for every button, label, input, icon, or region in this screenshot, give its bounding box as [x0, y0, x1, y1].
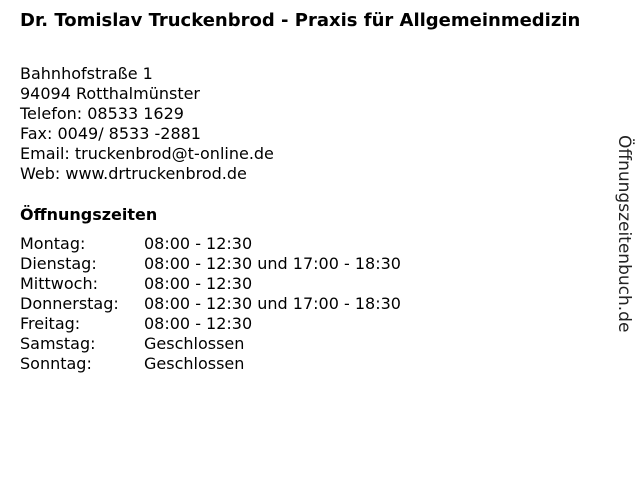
day-label: Samstag:	[20, 334, 96, 353]
time-value: Geschlossen	[144, 354, 245, 373]
practice-title: Dr. Tomislav Truckenbrod - Praxis für Allgemeinmedizin	[20, 10, 581, 31]
contact-block	[20, 64, 274, 184]
watermark-text: Öffnungszeitenbuch.de	[614, 135, 634, 333]
day-label: Freitag:	[20, 314, 81, 333]
hours-row-wednesday	[20, 274, 401, 294]
hours-row-tuesday	[20, 254, 401, 274]
opening-hours-table	[20, 234, 401, 374]
time-value: 08:00 - 12:30	[144, 234, 253, 253]
day-label: Sonntag:	[20, 354, 92, 373]
postal-city: 94094 Rotthalmünster	[20, 84, 201, 103]
email-address: Email: truckenbrod@t-online.de	[20, 144, 274, 163]
phone-number: Telefon: 08533 1629	[20, 104, 184, 123]
fax-number: Fax: 0049/ 8533 -2881	[20, 124, 201, 143]
opening-hours-heading: Öffnungszeiten	[20, 205, 158, 224]
day-label: Mittwoch:	[20, 274, 98, 293]
website: Web: www.drtruckenbrod.de	[20, 164, 247, 183]
hours-row-sunday	[20, 354, 401, 374]
day-label: Dienstag:	[20, 254, 97, 273]
day-label: Donnerstag:	[20, 294, 119, 313]
hours-row-friday	[20, 314, 401, 334]
time-value: 08:00 - 12:30	[144, 314, 253, 333]
time-value: 08:00 - 12:30	[144, 274, 253, 293]
hours-row-thursday	[20, 294, 401, 314]
hours-row-monday	[20, 234, 401, 254]
day-label: Montag:	[20, 234, 86, 253]
time-value: 08:00 - 12:30 und 17:00 - 18:30	[144, 254, 401, 273]
time-value: Geschlossen	[144, 334, 245, 353]
hours-row-saturday	[20, 334, 401, 354]
street-address: Bahnhofstraße 1	[20, 64, 153, 83]
time-value: 08:00 - 12:30 und 17:00 - 18:30	[144, 294, 401, 313]
